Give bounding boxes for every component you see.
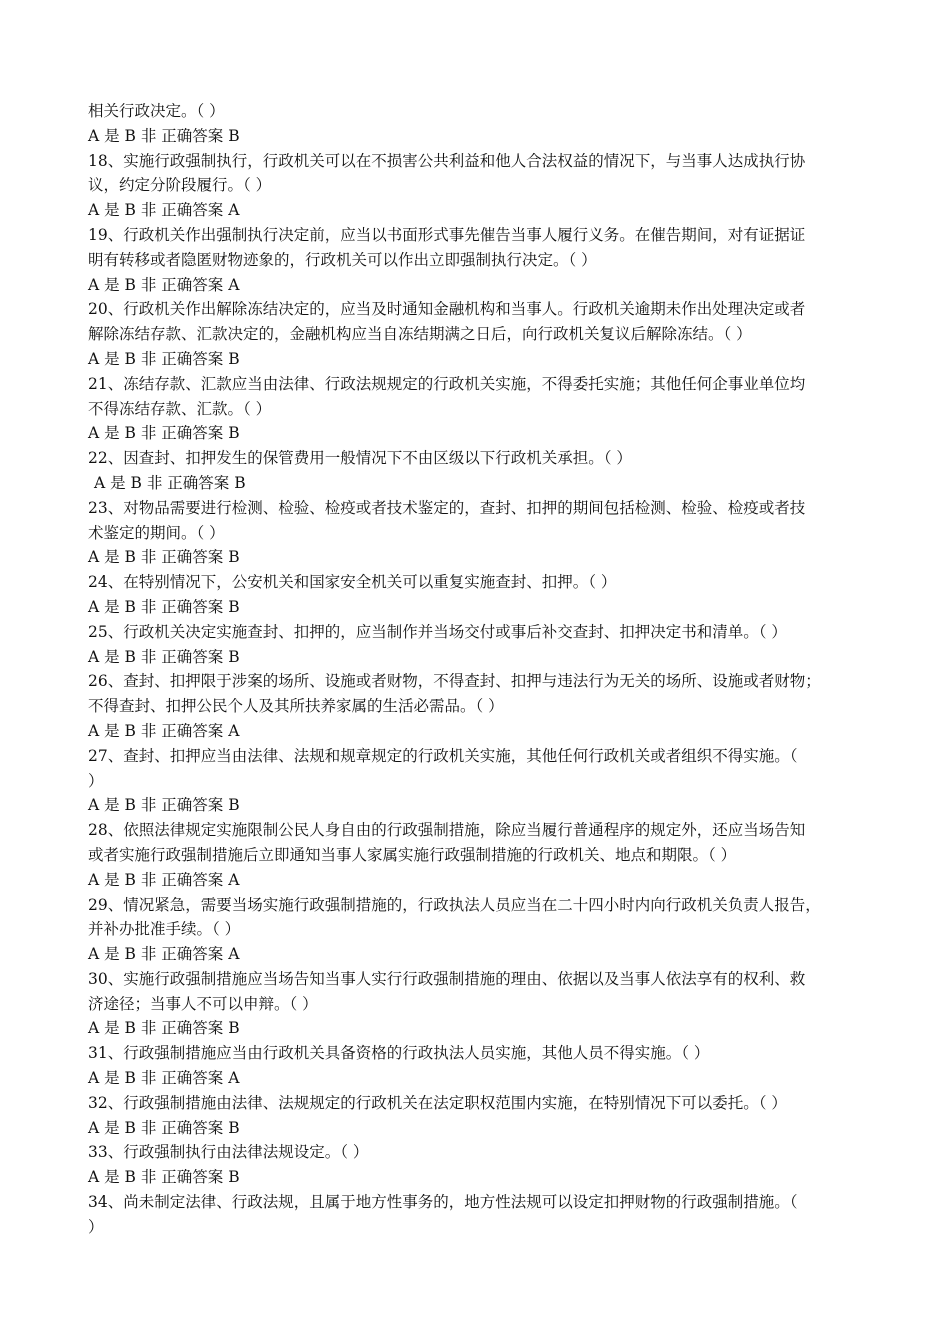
answer-line: A 是 B 非 正确答案 B [88,424,240,443]
answer-line: A 是 B 非 正确答案 B [88,1168,240,1187]
question-text-line: 术鉴定的期间。（ ） [88,523,225,542]
question-text-line: 30、实施行政强制措施应当场告知当事人实行行政强制措施的理由、依据以及当事人依法享有的权利、救 [88,969,806,988]
question-item [88,1091,872,1141]
question-text-line: 27、查封、扣押应当由法律、法规和规章规定的行政机关实施，其他任何行政机关或者组织不得实施。（ [88,746,798,765]
question-text-line: 25、行政机关决定实施查封、扣押的，应当制作并当场交付或事后补交查封、扣押决定书和清单。（ ） [88,622,787,641]
question-text-line: 解除冻结存款、汇款决定的，金融机构应当自冻结期满之日后，向行政机关复议后解除冻结。（ ） [88,325,752,344]
question-text-line: 不得冻结存款、汇款。（ ） [88,399,272,418]
question-item [88,1190,872,1240]
answer-line: A 是 B 非 正确答案 B [88,1118,240,1137]
answer-line: A 是 B 非 正确答案 B [88,597,240,616]
question-item [88,818,872,892]
question-item [88,446,872,496]
answer-line: A 是 B 非 正确答案 B [88,126,240,145]
answer-line: A 是 B 非 正确答案 B [88,349,240,368]
intro-question [88,99,872,149]
question-item [88,223,872,297]
question-item [88,1041,872,1091]
question-text-line: 34、尚未制定法律、行政法规，且属于地方性事务的，地方性法规可以设定扣押财物的行政强制措施。（ [88,1193,798,1212]
question-text-line: 31、行政强制措施应当由行政机关具备资格的行政执法人员实施，其他人员不得实施。（ ） [88,1044,710,1063]
question-text-line: 26、查封、扣押限于涉案的场所、设施或者财物，不得查封、扣押与违法行为无关的场所、设施或者财物； [88,672,821,691]
answer-line: A 是 B 非 正确答案 A [88,201,240,220]
answer-line: A 是 B 非 正确答案 B [88,1019,240,1038]
question-text-line: 22、因查封、扣押发生的保管费用一般情况下不由区级以下行政机关承担。（ ） [88,449,632,468]
question-text-line: 并补办批准手续。（ ） [88,920,241,939]
question-item [88,570,872,620]
question-text-line: 不得查封、扣押公民个人及其所扶养家属的生活必需品。（ ） [88,697,504,716]
question-item [88,297,872,371]
answer-line: A 是 B 非 正确答案 B [94,473,246,492]
question-list [88,149,872,1240]
question-text-line: ） [88,1217,104,1236]
question-text-line: 28、依照法律规定实施限制公民人身自由的行政强制措施，除应当履行普通程序的规定外，还应当场告知 [88,821,806,840]
question-text-line: 明有转移或者隐匿财物迹象的，行政机关可以作出立即强制执行决定。（ ） [88,250,597,269]
answer-line: A 是 B 非 正确答案 B [88,796,240,815]
document-page [88,99,872,1240]
question-item [88,496,872,570]
question-item [88,1140,872,1190]
answer-line: A 是 B 非 正确答案 A [88,1069,240,1088]
question-item [88,967,872,1041]
question-text-line: 19、行政机关作出强制执行决定前，应当以书面形式事先催告当事人履行义务。在催告期间，对有证据证 [88,225,806,244]
answer-line: A 是 B 非 正确答案 B [88,548,240,567]
question-item [88,669,872,743]
question-item [88,149,872,223]
answer-line: A 是 B 非 正确答案 B [88,647,240,666]
answer-line: A 是 B 非 正确答案 A [88,721,240,740]
question-text-line: 议，约定分阶段履行。（ ） [88,176,272,195]
question-text-line: 33、行政强制执行由法律法规设定。（ ） [88,1143,369,1162]
answer-line: A 是 B 非 正确答案 A [88,870,240,889]
answer-line: A 是 B 非 正确答案 A [88,275,240,294]
question-item [88,620,872,670]
question-item [88,893,872,967]
question-text-line: 或者实施行政强制措施后立即通知当事人家属实施行政强制措施的行政机关、地点和期限。（ ） [88,845,737,864]
question-item [88,372,872,446]
question-item [88,744,872,818]
question-text-line: 23、对物品需要进行检测、检验、检疫或者技术鉴定的，查封、扣押的期间包括检测、检验、检疫或者技 [88,498,806,517]
question-text-line: ） [88,771,104,790]
answer-line: A 是 B 非 正确答案 A [88,945,240,964]
question-text-line: 18、实施行政强制执行，行政机关可以在不损害公共利益和他人合法权益的情况下，与当事人达成执行协 [88,151,806,170]
question-text-line: 29、情况紧急，需要当场实施行政强制措施的，行政执法人员应当在二十四小时内向行政机关负责人报告， [88,895,821,914]
question-text-line: 相关行政决定。（ ） [88,102,225,120]
question-text-line: 21、冻结存款、汇款应当由法律、行政法规规定的行政机关实施，不得委托实施；其他任何企事业单位均 [88,374,806,393]
question-text-line: 20、行政机关作出解除冻结决定的，应当及时通知金融机构和当事人。行政机关逾期未作出处理决定或者 [88,300,806,319]
question-text-line: 32、行政强制措施由法律、法规规定的行政机关在法定职权范围内实施，在特别情况下可以委托。（ ） [88,1093,787,1112]
question-text-line: 24、在特别情况下，公安机关和国家安全机关可以重复实施查封、扣押。（ ） [88,573,617,592]
question-text-line: 济途径；当事人不可以申辩。（ ） [88,994,318,1013]
